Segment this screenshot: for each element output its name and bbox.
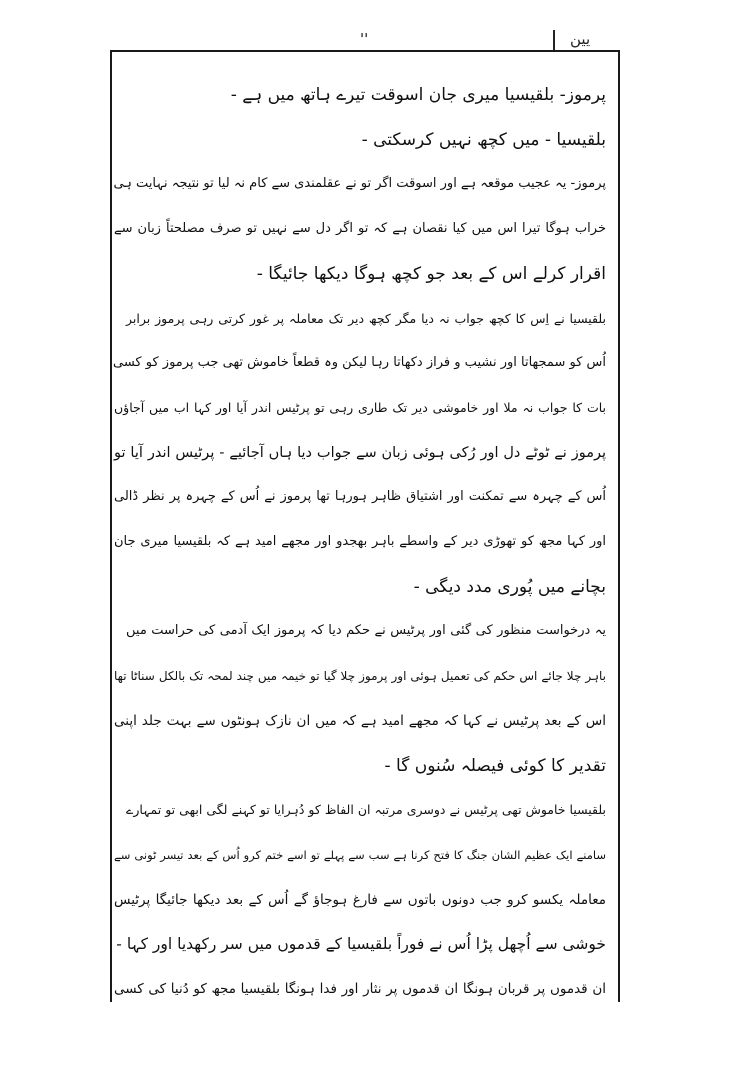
text-line: سامنے ایک عظیم الشان جنگ کا فتح کرنا ہے سب سے پہلے تو اسے ختم کرو اُس کے بعد تیسر ٹونی سے	[114, 847, 606, 862]
text-line: اُس کو سمجھاتا اور نشیب و فراز دکھاتا رہا لیکن وہ قطعاً خاموش تھی جب پرموز کو کسی	[113, 355, 606, 371]
page-header-mark: ''	[360, 30, 369, 48]
text-line: خوشی سے اُچھل پڑا اُس نے فوراً بلقیسیا کے قدموں میں سر رکھدیا اور کہا -	[116, 935, 606, 954]
text-line: بلقیسیا نے اِس کا کچھ جواب نہ دیا مگر کچھ دیر تک معاملہ پر غور کرتی رہی پرموز برابر	[126, 310, 606, 326]
text-line: اس کے بعد پرٹیس نے کہا کہ مجھے امید ہے کہ میں ان نازک ہونٹوں سے بہت جلد اپنی	[114, 712, 606, 729]
header-divider	[553, 30, 555, 52]
text-line: بلقیسیا - میں کچھ نہیں کرسکتی -	[361, 129, 606, 150]
text-line: اُس کے چہرہ سے تمکنت اور اشتیاق ظاہر ہورہا تھا پرموز نے اُس کے چہرہ پر نظر ڈالی	[114, 489, 606, 505]
text-line: تقدیر کا کوئی فیصلہ سُنوں گا -	[384, 755, 606, 776]
text-line: اقرار کرلے اس کے بعد جو کچھ ہوگا دیکھا جائیگا -	[256, 263, 606, 284]
text-line: پرموز- یہ عجیب موقعہ ہے اور اسوقت اگر تو نے عقلمندی سے کام نہ لیا تو نتیجہ نہایت ہی	[113, 176, 606, 192]
text-line: معاملہ یکسو کرو جب دونوں باتوں سے فارغ ہوجاؤ گے اُس کے بعد دیکھا جائیگا پرٹیس	[114, 891, 606, 908]
page-header-title: یین	[570, 30, 591, 48]
text-line: بات کا جواب نہ ملا اور خاموشی دیر تک طاری رہی تو پرٹیس اندر آیا اور کہا اب میں آجاؤں	[114, 399, 606, 415]
text-line: ان قدموں پر قربان ہونگا ان قدموں پر نثار اور فدا ہونگا بلقیسیا مجھ کو دُنیا کی کسی	[114, 981, 606, 997]
text-line: خراب ہوگا تیرا اس میں کیا نقصان ہے کہ تو اگر دل سے نہیں تو صرف مصلحتاً زبان سے	[114, 221, 606, 237]
text-line: بچانے میں پُوری مدد دیگی -	[413, 576, 606, 597]
text-line: بلقیسیا خاموش تھی پرٹیس نے دوسری مرتبہ ان الفاظ کو دُہرایا تو کہنے لگی ابھی تو تمہارے	[126, 802, 606, 818]
text-line: یہ درخواست منظور کی گئی اور پرٹیس نے حکم دیا کہ پرموز ایک آدمی کی حراست میں	[126, 623, 606, 639]
text-line: اور کہا مجھ کو تھوڑی دیر کے واسطے باہر بھجدو اور مجھے امید ہے کہ بلقیسیا میری جان	[114, 534, 606, 549]
text-line: باہر چلا جائے اس حکم کی تعمیل ہوئی اور پرموز چلا گیا تو خیمہ میں چند لمحہ تک بالکل سناٹا تھا	[114, 669, 606, 684]
text-line: پرموز نے ٹوٹے دل اور رُکی ہوئی زبان سے جواب دیا ہاں آجائیے - پرٹیس اندر آیا تو	[114, 444, 606, 461]
text-line: پرموز- بلقیسیا میری جان اسوقت تیرے ہاتھ میں ہے -	[230, 85, 606, 105]
